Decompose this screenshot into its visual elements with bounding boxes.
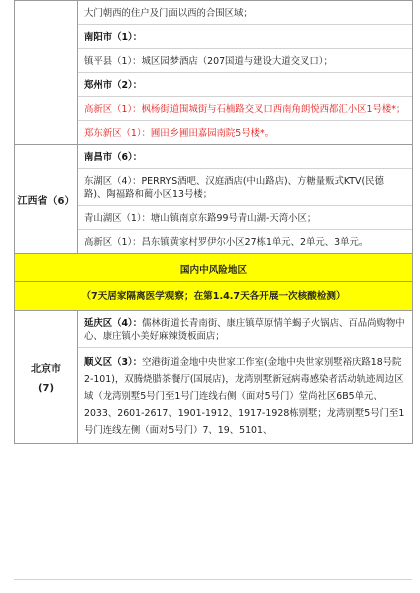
province-cell-beijing xyxy=(15,311,78,444)
area-line xyxy=(78,348,412,443)
city-heading-zhengzhou: 郑州市（2）： xyxy=(78,73,412,97)
medium-risk-header-row xyxy=(15,254,413,282)
area-line: 东湖区（4）：PERRYS酒吧、汉庭酒店(中山路店)、方糖量贩式KTV(民德路)、陶福路和蔺小区13号楼； xyxy=(78,169,412,206)
page-bottom-rule xyxy=(14,579,412,580)
area-line: 大门朝西的住户及门面以西的合围区域； xyxy=(78,1,412,25)
area-line: 青山湖区（1）：塘山镇南京东路99号青山湖-天湾小区； xyxy=(78,206,412,230)
medium-risk-subtitle-row xyxy=(15,282,413,311)
area-line: 镇平县（1）：城区园梦酒店（207国道与建设大道交叉口）； xyxy=(78,49,412,73)
area-text: 空港街道金地中央世家工作室(金地中央世家别墅裕庆路18号院2-101)，双腾烧腊茶餐厅(国展店)，龙湾别墅新冠病毒感染者活动轨迹周边区域（龙湾别墅5号门至1号门连线右侧（面对5号门）堂尚社区6B5单元、2033、2601-2617、1901-1912、1917-1928栋别墅；龙湾别墅5号门至1号门连线左侧（面对5号门）7、19、5101、 xyxy=(84,357,405,436)
area-list-cell xyxy=(78,311,413,444)
area-line: 高新区（1）：昌东镇黄家村罗伊尔小区27栋1单元、2单元、3单元。 xyxy=(84,237,369,248)
table-row-henan-continued xyxy=(15,1,413,145)
table-row-jiangxi xyxy=(15,145,413,254)
province-name-beijing: 北京市 xyxy=(31,364,61,375)
risk-area-table xyxy=(14,0,413,444)
district-heading-shunyi: 顺义区（3）： xyxy=(84,357,143,368)
medium-risk-subtitle: （7天居家隔离医学观察；在第1.4.7天各开展一次核酸检测） xyxy=(15,282,413,311)
area-line-highlighted: 高新区（1）：枫杨街道围城街与石楠路交叉口西南角朗悦西都汇小区1号楼*； xyxy=(78,97,412,121)
area-text: 儒林街道长青南街、康庄镇草原情羊蝎子火锅店、百品尚购物中心、康庄镇小美好麻辣烫板面店； xyxy=(84,318,405,342)
document-page xyxy=(14,0,412,444)
province-cell-jiangxi: 江西省（6） xyxy=(15,145,78,254)
district-heading-yanqing: 延庆区（4）： xyxy=(84,318,143,329)
province-count-beijing: (7) xyxy=(37,383,55,394)
area-list-cell xyxy=(78,145,413,254)
province-cell-empty xyxy=(15,1,78,145)
city-heading-nanchang: 南昌市（6）： xyxy=(78,145,412,169)
area-line xyxy=(78,311,412,348)
area-line-highlighted: 郑东新区（1）：圃田乡圃田嘉园南院5号楼*。 xyxy=(84,128,275,139)
table-row-beijing xyxy=(15,311,413,444)
area-list-cell xyxy=(78,1,413,145)
medium-risk-title: 国内中风险地区 xyxy=(15,254,413,282)
city-heading-nanyang: 南阳市（1）： xyxy=(78,25,412,49)
